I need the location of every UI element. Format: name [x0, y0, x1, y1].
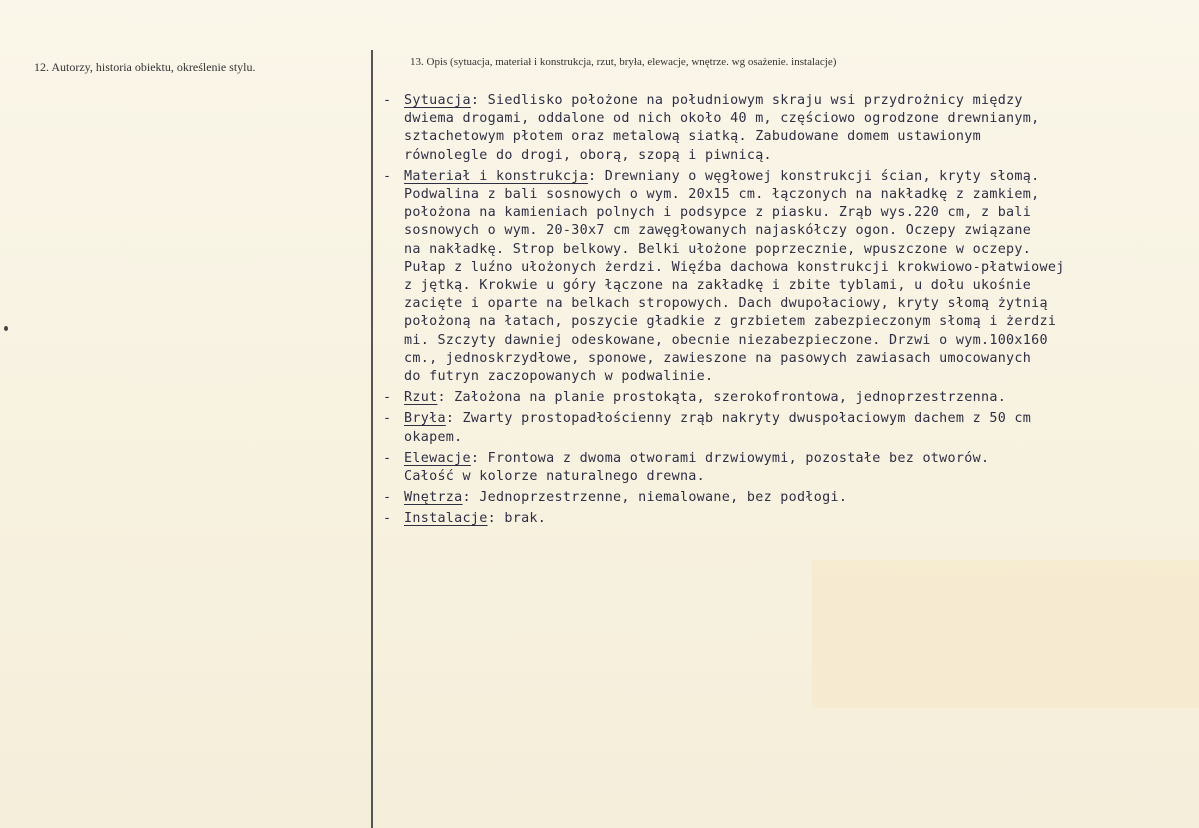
- entry-line: do futryn zaczopowanych w podwalinie.: [404, 369, 714, 385]
- entry-line: położoną na łatach, poszycie gładkie z grzbietem zabezpieczonym słomą i żerdzi: [404, 314, 1057, 330]
- entry-label: Elewacje: [404, 450, 471, 466]
- entry-label: Materiał i konstrukcja: [404, 168, 588, 184]
- description-entry: [383, 92, 1195, 165]
- entry-label: Rzut: [404, 390, 438, 406]
- entry-line: z jętką. Krokwie u góry łączone na zakładkę i zbite tyblami, u dołu ukośnie: [404, 278, 1032, 294]
- entry-text: : Drewniany o węgłowej konstrukcji ścian, kryty słomą.: [587, 168, 1040, 184]
- entry-text: : Jednoprzestrzenne, niemalowane, bez podłogi.: [462, 490, 848, 506]
- entry-text: : Założona na planie prostokąta, szerokofrontowa, jednoprzestrzenna.: [437, 390, 1007, 406]
- entry-line: mi. Szczyty dawniej odeskowane, obecnie niezabezpieczone. Drzwi o wym.100x160: [404, 332, 1048, 348]
- entry-line: okapem.: [404, 429, 463, 445]
- description-text: [383, 92, 1195, 532]
- entry-line: [404, 410, 1195, 428]
- field-13-header: 13. Opis (sytuacja, materiał i konstrukcja, rzut, bryła, elewacje, wnętrze. wg osażenie. instalacje): [410, 56, 837, 68]
- entry-line: równolegle do drogi, oborą, szopą i piwnicą.: [404, 147, 772, 163]
- paper-stain: [812, 560, 1199, 708]
- description-entry: [383, 510, 1195, 528]
- entry-line: [404, 489, 1195, 507]
- entry-line: [404, 168, 1195, 186]
- entry-line: [404, 389, 1195, 407]
- entry-line: Całość w kolorze naturalnego drewna.: [404, 469, 706, 485]
- entry-line: sztachetowym płotem oraz metalową siatką. Zabudowane domem ustawionym: [404, 129, 981, 145]
- entry-text: : Siedlisko położone na południowym skraju wsi przydrożnicy między: [470, 93, 1023, 108]
- entry-dash: -: [383, 390, 392, 406]
- entry-dash: -: [383, 490, 392, 506]
- entry-line: Pułap z luźno ułożonych żerdzi. Więźba dachowa konstrukcji krokwiowo-płatwiowej: [404, 259, 1065, 275]
- description-entry: [383, 168, 1195, 386]
- entry-line: położona na kamieniach polnych i podsypce z piasku. Zrąb wys.220 cm, z bali: [404, 205, 1032, 221]
- entry-line: na nakładkę. Strop belkowy. Belki ułożone poprzecznie, wpuszczone w oczepy.: [404, 241, 1032, 257]
- entry-text: : brak.: [487, 511, 547, 527]
- description-entry: [383, 489, 1195, 507]
- entry-line: cm., jednoskrzydłowe, sponowe, zawieszone na pasowych zawiasach umocowanych: [404, 350, 1032, 366]
- entry-label: Wnętrza: [404, 490, 463, 506]
- entry-line: dwiema drogami, oddalone od nich około 40 m, częściowo ogrodzone drewnianym,: [404, 111, 1040, 127]
- entry-line: Podwalina z bali sosnowych o wym. 20x15 cm. łączonych na nakładkę z zamkiem,: [404, 187, 1040, 203]
- field-12-header: 12. Autorzy, historia obiektu, określenie stylu.: [34, 60, 256, 74]
- entry-line: [404, 510, 1195, 528]
- entry-label: Bryła: [404, 411, 446, 427]
- description-entry: [383, 410, 1195, 446]
- entry-dash: -: [383, 411, 392, 427]
- entry-label: Instalacje: [404, 511, 488, 527]
- entry-line: [404, 450, 1195, 468]
- entry-line: [404, 92, 1195, 110]
- entry-dash: -: [383, 511, 392, 527]
- entry-line: sosnowych o wym. 20-30x7 cm zawęgłowanych najaskółczy ogon. Oczepy związane: [404, 223, 1032, 239]
- margin-mark: [4, 326, 8, 331]
- entry-label: Sytuacja: [404, 93, 471, 108]
- entry-dash: -: [383, 168, 392, 184]
- entry-dash: -: [383, 93, 392, 108]
- description-entry: [383, 450, 1195, 486]
- entry-line: zacięte i oparte na belkach stropowych. Dach dwupołaciowy, kryty słomą żytnią: [404, 296, 1048, 312]
- entry-text: : Zwarty prostopadłościenny zrąb nakryty dwuspołaciowym dachem z 50 cm: [445, 411, 1032, 427]
- entry-text: : Frontowa z dwoma otworami drzwiowymi, pozostałe bez otworów.: [470, 450, 990, 466]
- description-entry: [383, 389, 1195, 407]
- column-divider: [371, 50, 373, 828]
- entry-dash: -: [383, 450, 392, 466]
